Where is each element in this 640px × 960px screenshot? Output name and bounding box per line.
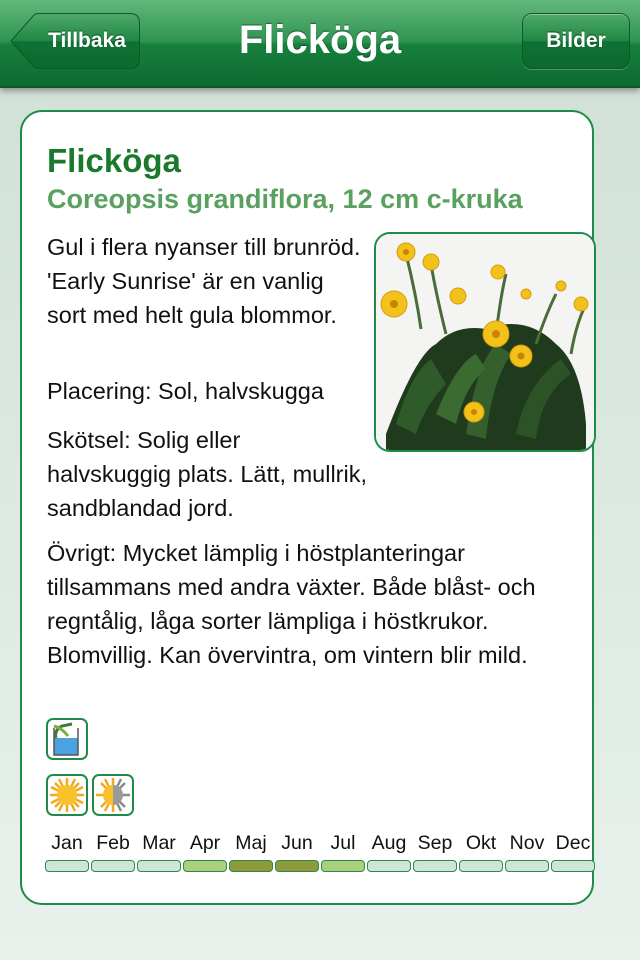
plant-photo-yellow-flowers-icon bbox=[376, 234, 594, 450]
half-shade-icon bbox=[92, 774, 134, 816]
month-flowering-bar bbox=[413, 860, 457, 872]
month-maj bbox=[228, 830, 274, 856]
month-dec bbox=[550, 830, 596, 856]
month-flowering-bar bbox=[183, 860, 227, 872]
month-label: Feb bbox=[96, 832, 130, 854]
month-apr bbox=[182, 830, 228, 856]
month-label: Okt bbox=[465, 832, 497, 854]
watering-can-icon bbox=[46, 718, 88, 760]
plant-other-info: Övrigt: Mycket lämplig i höstplanteringar tillsammans med andra växter. Både blåst- och regntålig, låga sorter lämpliga i höstkrukor. Blomvillig. Kan övervintra, om vintern blir mild. bbox=[47, 540, 536, 668]
flowering-months-calendar bbox=[44, 830, 596, 890]
month-sep bbox=[412, 830, 458, 856]
month-label: Jul bbox=[330, 832, 356, 854]
month-flowering-bar bbox=[367, 860, 411, 872]
month-label: Nov bbox=[509, 832, 545, 854]
month-flowering-bar bbox=[505, 860, 549, 872]
month-flowering-bar bbox=[551, 860, 595, 872]
month-flowering-bar bbox=[229, 860, 273, 872]
plant-info-card bbox=[20, 110, 594, 905]
plant-description: Gul i flera nyanser till brunröd. 'Early Sunrise' är en vanlig sort med helt gula blommor. bbox=[47, 234, 361, 328]
plant-photo[interactable] bbox=[374, 232, 596, 452]
month-label: Mar bbox=[142, 832, 176, 854]
month-label: Sep bbox=[417, 832, 453, 854]
back-button-label: Tillbaka bbox=[48, 29, 126, 52]
month-label: Jun bbox=[281, 832, 313, 854]
month-label: Maj bbox=[235, 832, 267, 854]
images-button[interactable]: Bilder bbox=[522, 13, 630, 69]
month-aug bbox=[366, 830, 412, 856]
month-label: Jan bbox=[51, 832, 83, 854]
month-flowering-bar bbox=[321, 860, 365, 872]
plant-care: Skötsel: Solig eller halvskuggig plats. Lätt, mullrik, sandblandad jord. bbox=[47, 427, 368, 521]
month-flowering-bar bbox=[137, 860, 181, 872]
month-jun bbox=[274, 830, 320, 856]
navigation-bar bbox=[0, 0, 640, 88]
full-sun-icon bbox=[46, 774, 88, 816]
month-mar bbox=[136, 830, 182, 856]
month-label: Aug bbox=[371, 832, 407, 854]
plant-latin-name: Coreopsis grandiflora, 12 cm c-kruka bbox=[47, 184, 523, 214]
month-flowering-bar bbox=[459, 860, 503, 872]
plant-placement: Placering: Sol, halvskugga bbox=[47, 378, 324, 404]
month-flowering-bar bbox=[275, 860, 319, 872]
page-title: Flicköga bbox=[238, 18, 402, 62]
month-jan bbox=[44, 830, 90, 856]
month-label: Dec bbox=[555, 832, 591, 854]
month-flowering-bar bbox=[91, 860, 135, 872]
month-nov bbox=[504, 830, 550, 856]
month-okt bbox=[458, 830, 504, 856]
month-feb bbox=[90, 830, 136, 856]
month-flowering-bar bbox=[45, 860, 89, 872]
month-jul bbox=[320, 830, 366, 856]
plant-name: Flicköga bbox=[47, 142, 181, 179]
month-label: Apr bbox=[189, 832, 221, 854]
